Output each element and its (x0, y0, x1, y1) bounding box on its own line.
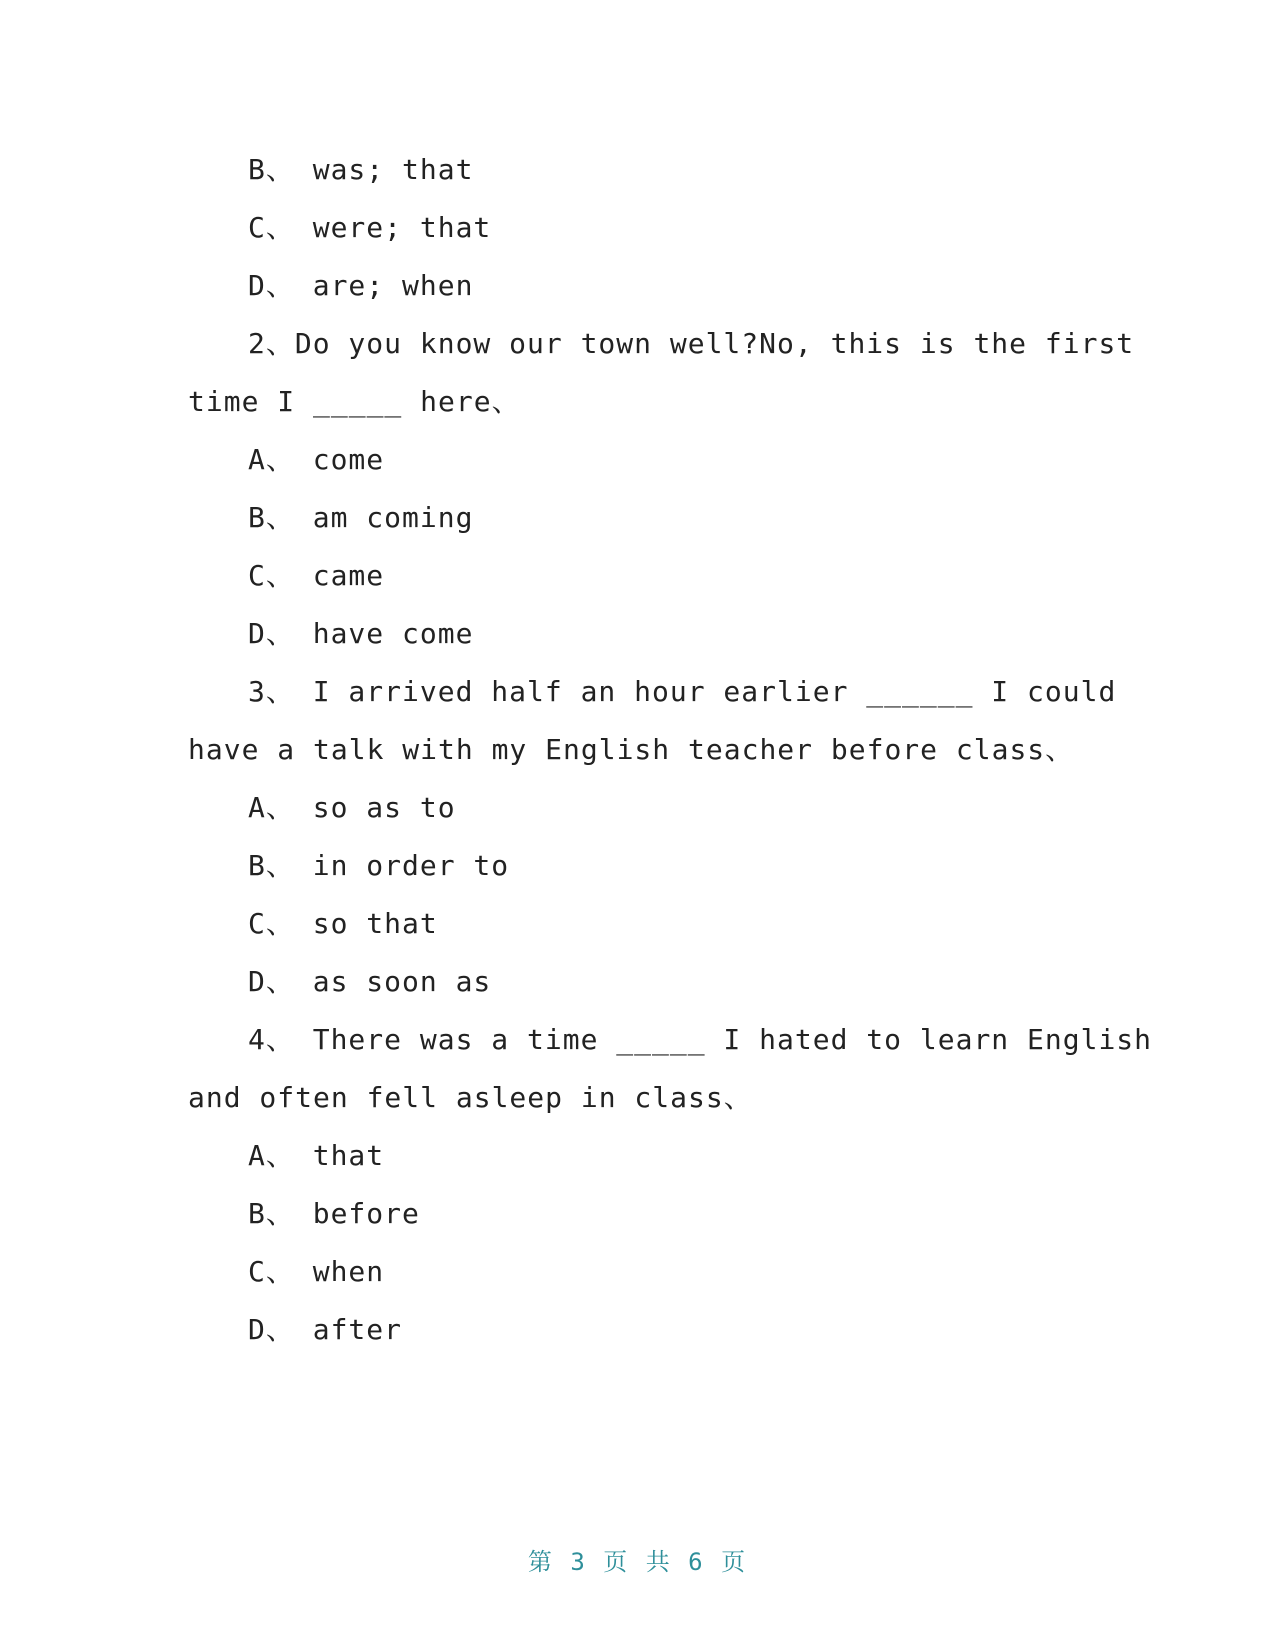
q4-option-c: C、 when (248, 1255, 385, 1288)
q4-option-a: A、 that (248, 1139, 385, 1172)
q2-text-line2: time I _____ here、 (188, 385, 521, 418)
q1-option-b: B、 was; that (248, 153, 474, 186)
q1-option-d: D、 are; when (248, 269, 474, 302)
q3-option-b: B、 in order to (248, 849, 510, 882)
q2-option-b: B、 am coming (248, 501, 474, 534)
q3-option-a: A、 so as to (248, 791, 456, 824)
q3-text-line1: 3、 I arrived half an hour earlier ______ I could (248, 675, 1117, 708)
page-number-footer: 第 3 页 共 6 页 (527, 1548, 748, 1576)
q4-option-b: B、 before (248, 1197, 420, 1230)
q4-text-line1: 4、 There was a time _____ I hated to learn English (248, 1023, 1153, 1056)
q3-option-c: C、 so that (248, 907, 438, 940)
q3-option-d: D、 as soon as (248, 965, 492, 998)
q4-option-d: D、 after (248, 1313, 403, 1346)
q2-option-d: D、 have come (248, 617, 474, 650)
q2-option-c: C、 came (248, 559, 385, 592)
q2-text-line1: 2、Do you know our town well?No, this is the first (248, 327, 1135, 360)
q2-option-a: A、 come (248, 443, 385, 476)
q3-text-line2: have a talk with my English teacher before class、 (188, 733, 1075, 766)
q4-text-line2: and often fell asleep in class、 (188, 1081, 753, 1114)
q1-option-c: C、 were; that (248, 211, 492, 244)
